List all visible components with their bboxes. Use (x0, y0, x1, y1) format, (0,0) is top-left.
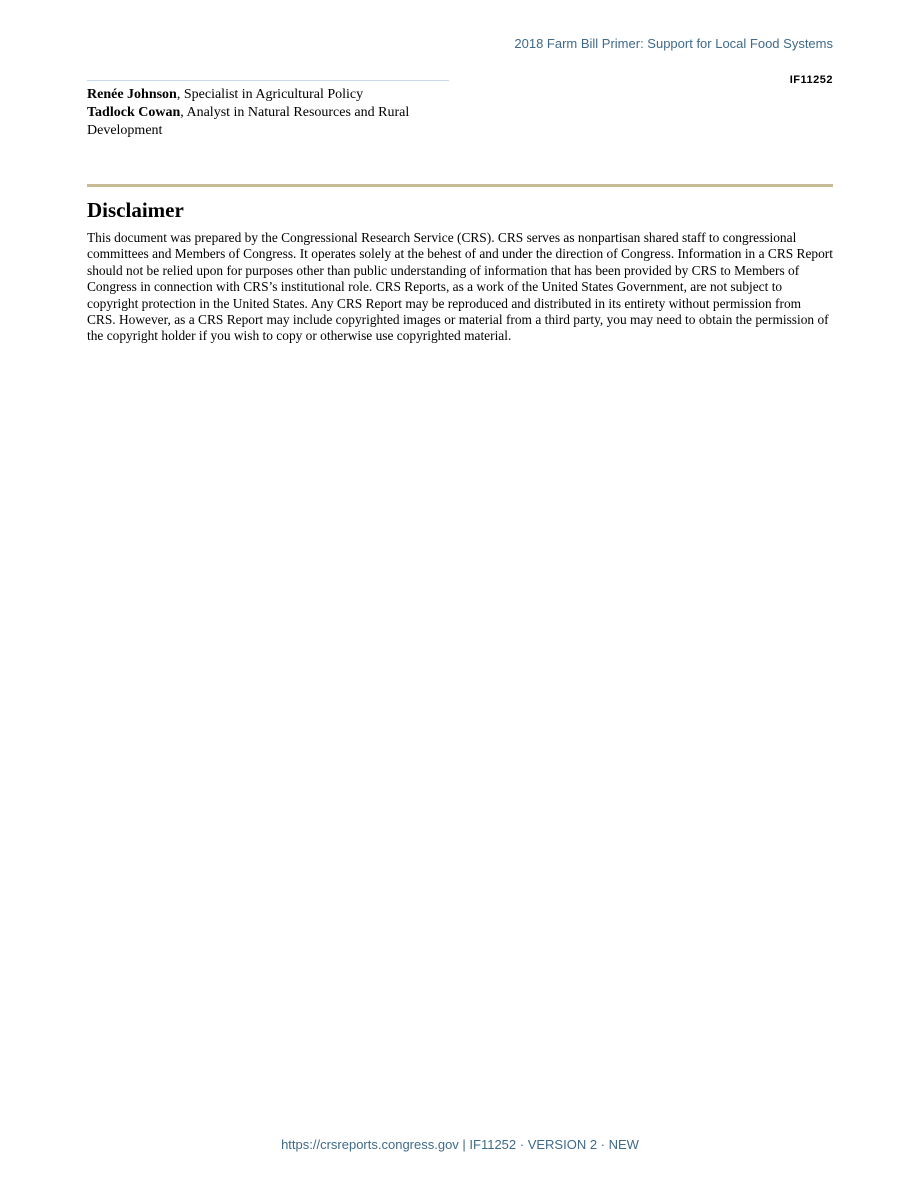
report-id: IF11252 (789, 74, 833, 86)
disclaimer-heading: Disclaimer (87, 198, 184, 222)
author-line (87, 86, 449, 104)
author-name: Renée Johnson (87, 87, 177, 102)
author-line (87, 104, 449, 140)
author-list (87, 86, 449, 140)
footer-citation: https://crsreports.congress.gov | IF11252 · VERSION 2 · NEW (281, 1137, 639, 1152)
author-name: Tadlock Cowan (87, 105, 181, 120)
author-title: , Specialist in Agricultural Policy (176, 87, 364, 102)
disclaimer-text: This document was prepared by the Congressional Research Service (CRS). CRS serves as nonpartisan shared staff to congressional committees and Members of Congress. It operates solely at the behest of and under the direction of Congress. Information in a CRS Report should not be relied upon for purposes other than public understanding of information that has been provided by CRS to Members of Congress in connection with CRS’s institutional role. CRS Reports, as a work of the United States Government, are not subject to copyright protection in the United States. Any CRS Report may be reproduced and distributed in its entirety without permission from CRS. However, as a CRS Report may include copyrighted images or material from a third party, you may need to obtain the permission of the copyright holder if you wish to copy or otherwise use copyrighted material. (87, 230, 833, 344)
author-title: , Analyst in Natural Resources and Rural Development (87, 105, 410, 138)
running-title: 2018 Farm Bill Primer: Support for Local Food Systems (514, 36, 833, 51)
section-divider (87, 184, 833, 187)
author-rule (87, 80, 449, 81)
